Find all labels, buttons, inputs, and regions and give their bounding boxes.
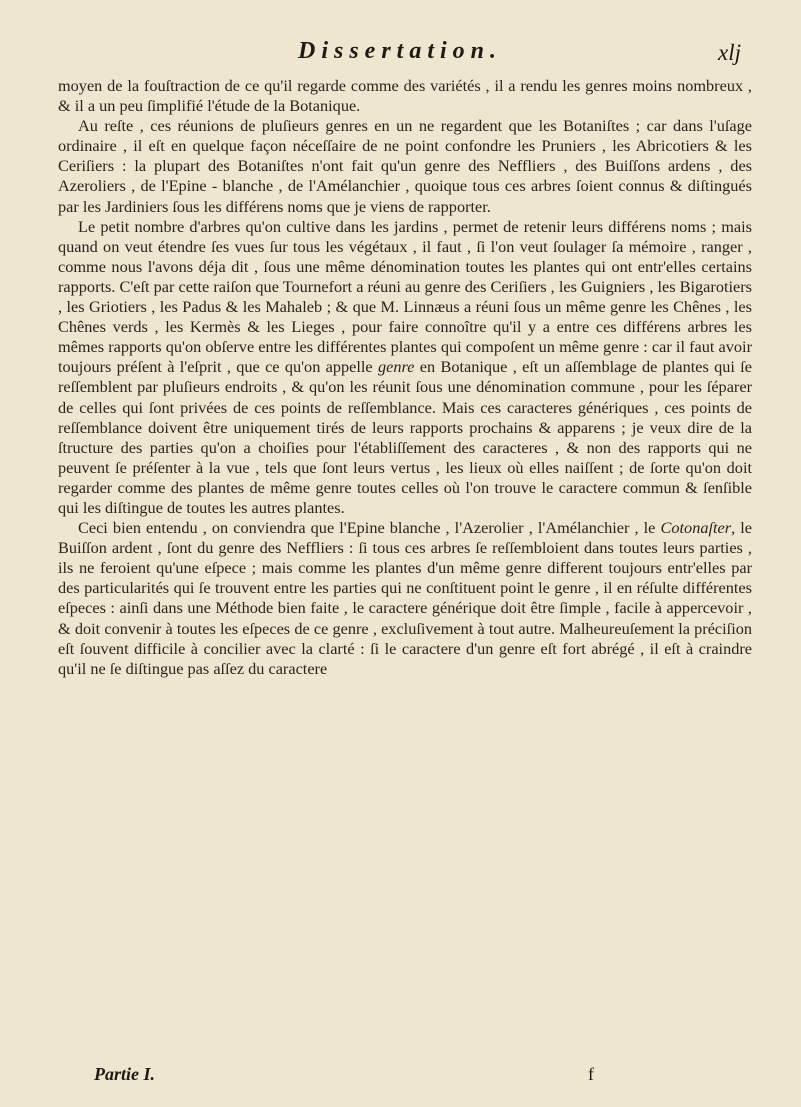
part-label: Partie I. <box>94 1064 155 1084</box>
emphasis-term: Cotonaſter <box>660 518 732 538</box>
paragraph-text: , le Buiſſon ardent , ſont du genre des Neffliers : ſi tous ces arbres ſe reſſembloient dans toutes leurs parties , ils ne feroient qu'une eſpece ; mais comme les plantes d'un même genre different toujours entr'elles par des particularités qui ſe trouvent entre les parties qui ne conſtituent point le genre , il en réſulte différentes eſpeces : ainſi dans une Méthode bien faite , le caractere générique doit être ſimple , facile à appercevoir , & doit convenir à toutes les eſpeces de ce genre , excluſivement à tout autre. Malheureuſement la préciſion eſt ſouvent difficile à concilier avec la clarté : ſi le caractere d'un genre eſt fort abrégé , il eſt à craindre qu'il ne ſe diſtingue pas aſſez du caractere <box>58 518 753 678</box>
signature-mark: f <box>588 1064 594 1084</box>
running-head: Dissertation. <box>297 38 503 64</box>
paragraph: moyen de la fouſtraction de ce qu'il regarde comme des variétés , il a rendu les genres moins nombreux , & il a un peu ſimplifié l'étude de la Botanique. <box>58 76 752 116</box>
page-number: xlj <box>718 40 741 65</box>
paragraph: Au reſte , ces réunions de pluſieurs genres en un ne regardent que les Botaniſtes ; car dans l'uſage ordinaire , il eſt en quelque façon néceſſaire de ne point confondre les Pruniers , les Abricotiers & les Ceriſiers : la plupart des Botaniſtes n'ont fait qu'un genre des Neffliers , des Buiſſons ardens , des Azeroliers , de l'Epine - blanche , de l'Amélanchier , quoique tous ces arbres ſoient connus & diſtingués par les Jardiniers ſous les différens noms que je viens de rapporter. <box>58 116 752 216</box>
emphasis-term: genre <box>378 357 415 377</box>
paragraph-text: en Botanique , eſt un aſſemblage de plantes qui ſe reſſemblent par pluſieurs endroits , & qu'on les réunit ſous une dénomination commune , pour les ſéparer de celles qui ſont privées de ces points de reſſemblance. Mais ces caracteres génériques , ces points de reſſemblance doivent être uniquement tirés de leurs rapports prochains & apparens ; je veux dire de la ſtructure des parties qu'on a choiſies pour l'établiſſement des caracteres , & non des rapports qui ne peuvent ſe préſenter à la vue , tels que ſont leurs vertus , les lieux où elles naiſſent ; de ſorte qu'on doit regarder comme des plantes de même genre toutes celles où l'on trouve le caractere commun & ſenſible qui les diſtingue de toutes les autres plantes. <box>58 357 753 517</box>
body-text <box>58 76 752 679</box>
page-footer <box>94 1064 704 1085</box>
paragraph-text: Ceci bien entendu , on conviendra que l'Epine blanche , l'Azerolier , l'Amélanchier , le <box>78 518 656 538</box>
paragraph-text: Le petit nombre d'arbres qu'on cultive dans les jardins , permet de retenir leurs différens noms ; mais quand on veut étendre ſes vues ſur tous les végétaux , il faut , ſi l'on veut ſoulager ſa mémoire , ranger , comme nous l'avons déja dit , ſous une même dénomination toutes les plantes qui ont entr'elles certains rapports. C'eſt par cette raiſon que Tournefort a réuni au genre des Ceriſiers , les Guigniers , les Bigarotiers , les Griotiers , les Padus & les Mahaleb ; & que M. Linnæus a réuni ſous un même genre les Chênes , les Chênes verds , les Kermès & les Lieges , pour faire connoître qu'il y a entre ces différens arbres les mêmes rapports qu'on obſerve entre les différentes plantes qui compoſent un même genre : car il faut avoir toujours préſent à l'eſprit , que ce qu'on appelle <box>58 216 752 377</box>
paragraph <box>58 217 752 518</box>
paragraph <box>58 518 752 679</box>
